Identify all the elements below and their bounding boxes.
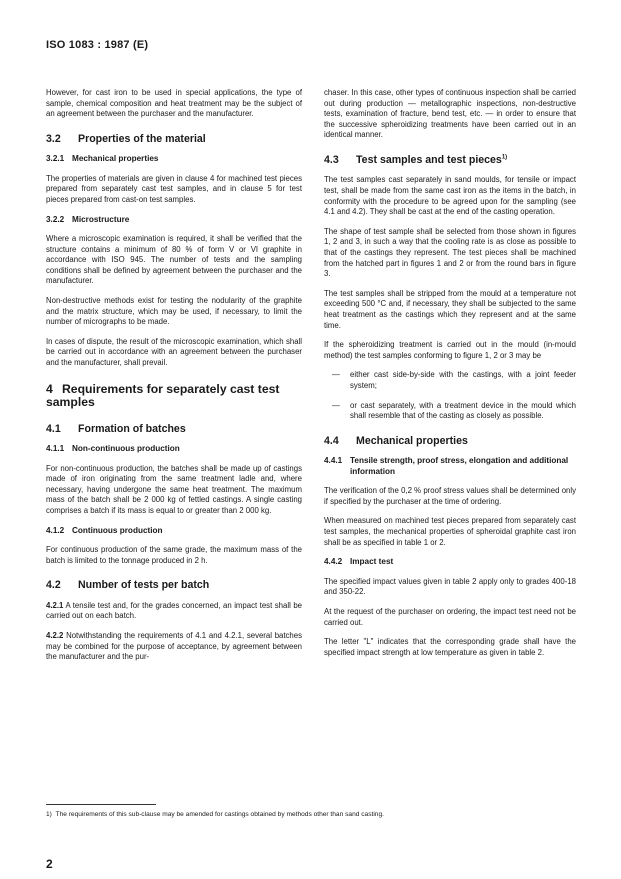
heading-title: Continuous production	[72, 525, 163, 535]
heading-4-4-1	[324, 456, 576, 477]
heading-title: Non-continuous production	[72, 444, 180, 454]
dash-marker: —	[332, 370, 340, 380]
right-column	[324, 88, 576, 667]
heading-title: Microstructure	[72, 214, 130, 224]
heading-title: Mechanical properties	[356, 434, 468, 447]
heading-title: Impact test	[350, 557, 394, 567]
paragraph-intro: However, for cast iron to be used in special applications, the type of sample, chemical composition and heat treatment may be the subject of an agreement between the purchaser and the manufacturer.	[46, 88, 302, 119]
document-header: ISO 1083 : 1987 (E)	[46, 39, 149, 51]
paragraph-4-3-a: The test samples cast separately in sand moulds, for tensile or impact test, shall be made from the same cast iron as the items in the batch, in conformity with the procedure to be agreed upon for the sampling (see 4.1 and 4.2). They shall be cast at the end of the casting operation.	[324, 175, 576, 217]
paragraph-4-2-1	[46, 601, 302, 622]
paragraph-4-4-2-a: The specified impact values given in table 2 apply only to grades 400-18 and 350-22.	[324, 576, 576, 597]
heading-number: 4.2	[46, 579, 61, 592]
paragraph-3-2-2-b: Non-destructive methods exist for testing the nodularity of the graphite and the matrix structure, which may be used, if necessary, to limit the number of micrographs to be made.	[46, 296, 302, 327]
paragraph-4-1-2: For continuous production of the same grade, the maximum mass of the batch is limited to the tonnage produced in 2 h.	[46, 545, 302, 565]
clause-text: Notwithstanding the requirements of 4.1 and 4.2.1, several batches may be combined for the purpose of acceptance, by agreement between the manufacturer and the pur-	[46, 630, 302, 662]
heading-4-2	[46, 579, 302, 592]
heading-title: Number of tests per batch	[78, 579, 210, 592]
heading-number: 4	[46, 381, 53, 396]
footnote-text: The requirements of this sub-clause may be amended for castings obtained by methods other than sand casting.	[55, 811, 384, 818]
heading-4	[46, 383, 302, 410]
page-number: 2	[46, 857, 53, 871]
heading-number: 4.4.1	[324, 456, 343, 466]
heading-number: 4.3	[324, 153, 339, 166]
heading-title: Tensile strength, proof stress, elongation and additional information	[350, 456, 569, 476]
heading-number: 4.1.2	[46, 525, 65, 535]
list-item-text: or cast separately, with a treatment device in the mould which shall resemble that of the casting as closely as possible.	[350, 400, 576, 421]
paragraph-4-4-2-c: The letter "L" indicates that the corresponding grade shall have the specified impact strength at low temperature as given in table 2.	[324, 637, 576, 657]
paragraph-3-2-1: The properties of materials are given in clause 4 for machined test pieces prepared from separately cast test samples, and in clause 5 for test pieces prepared from cast-on test samples.	[46, 173, 302, 204]
paragraph-continued: chaser. In this case, other types of continuous inspection shall be carried out during production — metallographic inspections, non-destructive tests, examination of fracture, bend test, etc. — in order to ensure that the successive spheroidizing treatments have been carried out in an identical manner.	[324, 88, 576, 140]
footnote-mark: 1)	[46, 811, 52, 818]
paragraph-3-2-2-c: In cases of dispute, the result of the microscopic examination, which shall be carried out in accordance with an agreement between the purchaser and the manufacturer, shall prevail.	[46, 336, 302, 367]
footnote-reference: 1)	[501, 154, 508, 161]
heading-4-3	[324, 154, 576, 167]
paragraph-4-4-1-b: When measured on machined test pieces prepared from separately cast test samples, the mechanical properties of spheroidal graphite cast iron shall be as specified in table 1 or 2.	[324, 516, 576, 547]
heading-number: 4.4.2	[324, 557, 343, 567]
paragraph-4-4-1-a: The verification of the 0,2 % proof stress values shall be determined only if specified by the purchaser at the time of ordering.	[324, 486, 576, 506]
clause-text: A tensile test and, for the grades concerned, an impact test shall be carried out on each batch.	[46, 600, 302, 621]
dash-list-item	[324, 370, 576, 391]
heading-number: 4.1	[46, 422, 61, 435]
heading-number: 3.2.2	[46, 214, 65, 224]
paragraph-4-3-b: The shape of test sample shall be selected from those shown in figures 1, 2 and 3, in such a way that the cooling rate is as close as possible to that of the castings they represent. The test pieces shall be machined from the hatched part in figures 1 and 2 or from the round bars in figure 3.	[324, 226, 576, 279]
dash-marker: —	[332, 400, 340, 410]
paragraph-4-4-2-b: At the request of the purchaser on ordering, the impact test need not be carried out.	[324, 606, 576, 627]
paragraph-4-3-c: The test samples shall be stripped from the mould at a temperature not exceeding 500 °C and, if necessary, they shall be subjected to the same heat treatment as the castings which they represent and at the same time.	[324, 288, 576, 330]
left-column	[46, 88, 302, 672]
heading-title: Properties of the material	[78, 132, 206, 145]
heading-title: Requirements for separately cast test samples	[46, 381, 280, 410]
footnote	[46, 810, 576, 819]
paragraph-4-2-2	[46, 631, 302, 663]
heading-3-2	[46, 133, 302, 146]
heading-number: 4.1.1	[46, 444, 65, 454]
heading-number: 4.4	[324, 434, 339, 447]
heading-3-2-2	[46, 215, 302, 226]
heading-number: 3.2	[46, 132, 61, 145]
heading-3-2-1	[46, 154, 302, 165]
heading-4-1-1	[46, 444, 302, 455]
heading-4-1	[46, 423, 302, 436]
heading-number: 3.2.1	[46, 154, 65, 164]
paragraph-3-2-2-a: Where a microscopic examination is required, it shall be verified that the structure contains a minimum of 80 % of form V or VI graphite in accordance with ISO 945. The number of tests and the sampling conditions shall be defined by agreement between the purchaser and the manufacturer.	[46, 234, 302, 286]
heading-4-1-2	[46, 526, 302, 537]
clause-number: 4.2.2	[46, 630, 64, 640]
footnote-divider	[46, 804, 156, 805]
dash-list-item	[324, 401, 576, 422]
heading-title: Test samples and test pieces	[356, 153, 502, 166]
heading-4-4	[324, 435, 576, 448]
heading-title: Formation of batches	[78, 422, 186, 435]
paragraph-4-1-1: For non-continuous production, the batches shall be made up of castings made of iron originating from the same treatment ladle and, where necessary, having undergone the same heat treatment. The maximum mass of the batch shall be 2 000 kg of fettled castings. A single casting comprises a batch if its mass is equal to or greater than 2 000 kg.	[46, 463, 302, 515]
paragraph-4-3-d: If the spheroidizing treatment is carried out in the mould (in-mould method) the test samples conforming to figure 1, 2 or 3 may be	[324, 340, 576, 360]
clause-number: 4.2.1	[46, 600, 64, 610]
heading-title: Mechanical properties	[72, 154, 159, 164]
list-item-text: either cast side-by-side with the castings, with a joint feeder system;	[350, 370, 576, 390]
heading-4-4-2	[324, 557, 576, 568]
